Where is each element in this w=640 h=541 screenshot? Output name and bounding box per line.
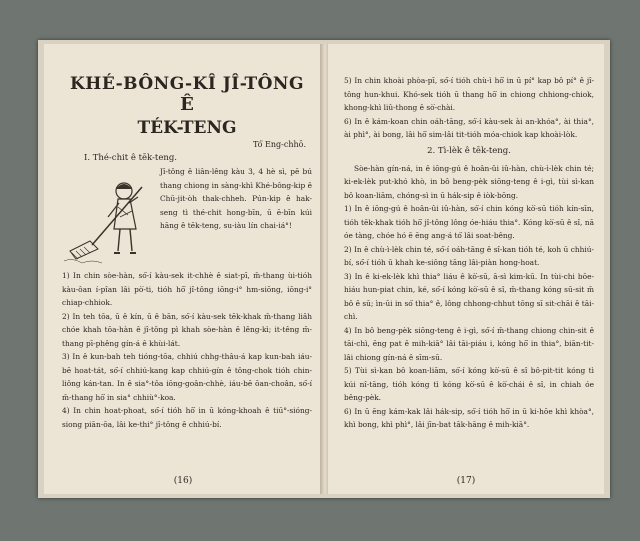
- list-item: 2) In teh tōa, ū ê kín, ū ê bān, só͘-í kàu-sek tēk-khak m̄-thang liâh chóe khah tōa-hàn ê jî-tông pì khah sòe-hàn ê lêng-kì; it-têng m̄-thang pī-phêng gín-á ê khùi-lát.: [62, 311, 312, 348]
- title-connector: Ê: [180, 94, 194, 115]
- list-item: 3) In ê ki-ek-lèk khì thia° liáu ê kò͘-sū, ā-sì kim-kū. In tùi-chi bōe-hiáu hun-piat chin, ké, só͘-í kóng kò͘-sū ê sî, m̄-thang kóng sū-sit m̄ bô ê sū; ìn-ūi in só͘ thia° ê, lông chhong-chhut tōng sī sit-chāi ê tāi-chì.: [344, 271, 594, 321]
- list-item: 2) In ê chù-ì-lèk chin té, só͘-í oáh-tāng ê sî-kan tióh té, koh ū chhiú-bí, só͘-í tióh ū khah ke-siông tāng lâi-piàn hong-hoat.: [344, 244, 594, 267]
- list-item: 1) In chin sòe-hàn, só͘-í kàu-sek it-chhè ê siat-pī, m̄-thang ùi-tióh kàu-ôan í-pîan lâi pò͘-ti, tióh hō͘ jî-tông iōng-i° hm-siōng, iōng-i° chiap-chhiok.: [62, 271, 312, 307]
- article-title-2: TÉK-TENG: [137, 118, 237, 138]
- child-sweeping-illustration: [62, 167, 154, 267]
- page-number-left: (16): [173, 476, 193, 486]
- page-number-right: (17): [456, 476, 476, 486]
- list-item: 5) In chin khoài phòa-pī, só͘-í tióh chù-ì hō͘ in ū pí° kap bô pí° ê jî-tông hun-khui. Khó-sek tióh ū thang hō͘ in chiong chhiong-chiok, khong-khì liû-thong ê sò͘-chài.: [344, 76, 594, 112]
- section-heading-1: I. Thé-chit ê tēk-teng.: [84, 153, 177, 163]
- list-item: 3) In ê kun-bah teh tióng-tōa, chhiú chhg-thâu-á kap kun-bah iáu-bē hoat-tát, só͘-í chhiú-kang kap chhiú-gín ê tông-chok tióh chin-liông kán-tan. In ê sia°-tôa iōng-goân-chhè, iáu-bē ōan-choân, só͘-í m̄-thang hō͘ in sia° chhiù°-koa.: [62, 352, 312, 402]
- open-book: [38, 40, 610, 498]
- section-1-intro: Jî-tông ê liân-lêng kàu 3, 4 hè sì, pē bú thang chiong in sàng-khì Khé-bông-kip ê Chū-jit-òh thak-chheh. Pún-kip ê hak-seng tì thé-chit hong-bīn, ū ē-bīn kúi hāng ê tēk-teng, su-iàu lín chai-iá°!: [160, 167, 312, 230]
- left-page: [44, 44, 322, 494]
- list-item: 6) In ê kám-koan chin oáh-tāng, só͘-í kàu-sek ài an-khóa°, ài thia°, ài phì°, ài bong, lâi hō͘ sim-lâi tit-tióh móa-chiok kap khoài-lòk.: [344, 116, 594, 139]
- section-2-intro: Sòe-hàn gín-ná, in ê iōng-gú ê hoân-ûi iû-hàn, chù-ì-lèk chin té; ki-ek-lèk put-khó khò, in bô beng-pèk siōng-teng ê i-gì, tùi sì-kan bô koan-liām, chóng-sì in ū hák-sip ê iòk-bōng.: [344, 163, 594, 200]
- article-title: KHÉ-BÔNG-KÎ JÎ-TÔNG: [70, 74, 304, 94]
- section-heading-2: 2. Tì-lèk ê tēk-teng.: [427, 145, 511, 156]
- list-item: 1) In ê iōng-gú ê hoân-ûi iû-hàn, só͘-í chin kóng kò͘-sū tióh kín-sīn, tióh tēk-khak tióh hō͘ jî-tông lông óe-hiáu thia°. Kóng kò͘-sū ê sî, nā óe tàng, chóe hó ē ēng ang-á tó͘ lâi soat-bêng.: [344, 204, 594, 240]
- right-page: [328, 44, 604, 494]
- list-item: 4) In chin hoat-phoat, só͘-í tióh hō͘ in ū kóng-khoah ê tiū°-sióng-siong piān-ōa, lâi ke-thi° jî-tông ê chhiú-bí.: [62, 406, 312, 429]
- author-byline: Tó͘ Eng-chhō.: [252, 140, 306, 149]
- intro-block: [62, 165, 312, 233]
- list-item: 6) In ū ēng kám-kak lâi hák-sip, só͘-í tióh hō͘ in ū ki-hōe khì khòa°, khì bong, khì phì°, lâi jīn-bat tāk-hāng ê mih-kiā°.: [344, 406, 594, 429]
- list-item: 4) In bô beng-pèk siōng-teng ê i-gì, só͘-í m̄-thang chiong chin-sit ê tāi-chì, ēng pat ê mih-kiā° lâi tāi-piáu i, kóng hō͘ in thia°, biān-tit-lâi chiong gín-ná ê sīm-sū.: [344, 325, 594, 362]
- list-item: 5) Tùi sì-kan bô koan-liām, só͘-í kóng kò͘-sū ê sî bô-pit-tit kóng tì kúi nî-tāng, tióh kóng tì kóng kò͘-sū ê kò͘-chái ê sî, in chiah óe bêng-pèk.: [344, 366, 594, 402]
